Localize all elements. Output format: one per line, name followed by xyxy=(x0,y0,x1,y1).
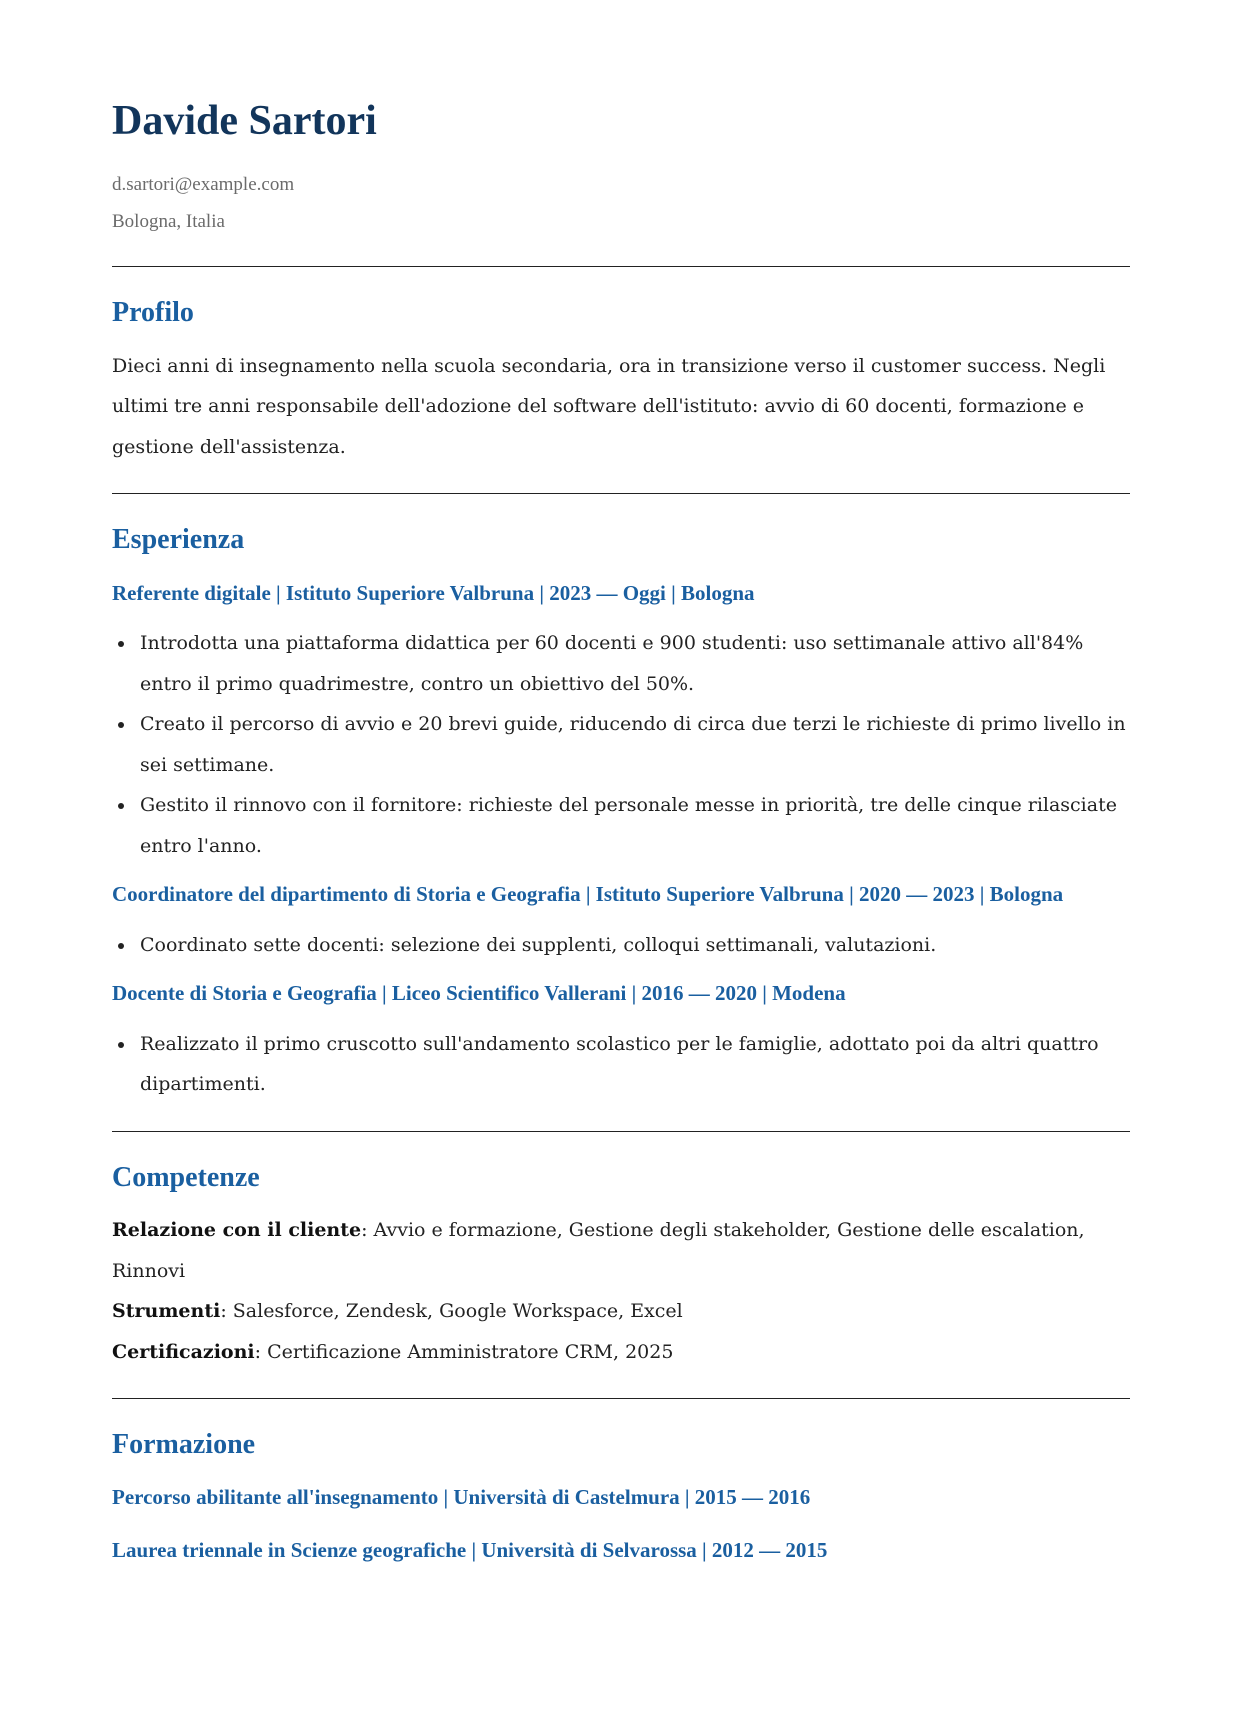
section-title-profile: Profilo xyxy=(112,297,194,329)
job-entry xyxy=(112,973,1130,1105)
skill-label: Relazione con il cliente xyxy=(112,1219,362,1242)
skill-label: Strumenti xyxy=(112,1300,221,1323)
experience-section xyxy=(112,522,1130,1104)
list-item: Coordinato sette docenti: selezione dei supplenti, colloqui settimanali, valutazioni. xyxy=(112,925,1130,966)
education-item: Laurea triennale in Scienze geografiche | Università di Selvarossa | 2012 — 2015 xyxy=(112,1537,828,1562)
list-item: Realizzato il primo cruscotto sull'andamento scolastico per le famiglie, adottato poi da altri quattro dipartimenti. xyxy=(112,1024,1130,1105)
skill-value: : Certificazione Amministratore CRM, 2025 xyxy=(254,1340,674,1363)
job-heading: Docente di Storia e Geografia | Liceo Scientifico Vallerani | 2016 — 2020 | Modena xyxy=(112,981,846,1006)
job-bullets xyxy=(112,925,1130,966)
resume-page xyxy=(112,96,1130,1582)
list-item: Introdotta una piattaforma didattica per 60 docenti e 900 studenti: uso settimanale attivo all'84% entro il primo quadrimestre, contro un obiettivo del 50%. xyxy=(112,623,1130,704)
profile-text: Dieci anni di insegnamento nella scuola secondaria, ora in transizione verso il customer success. Negli ultimi tre anni responsabile dell'adozione del software dell'istituto: avvio di 60 docenti, formazione e gestione dell'assistenza. xyxy=(112,354,1106,458)
profile-section xyxy=(112,295,1130,467)
skill-value: : Avvio e formazione, Gestione degli stakeholder, Gestione delle escalation, Rinnovi xyxy=(112,1219,1085,1282)
education-item: Percorso abilitante all'insegnamento | Università di Castelmura | 2015 — 2016 xyxy=(112,1485,811,1510)
education-section xyxy=(112,1427,1130,1570)
section-divider xyxy=(112,1398,1130,1399)
job-entry xyxy=(112,573,1130,867)
contact-location: Bologna, Italia xyxy=(112,211,225,233)
skill-row xyxy=(112,1210,1130,1291)
section-title-experience: Esperienza xyxy=(112,524,245,556)
skill-row xyxy=(112,1332,1130,1373)
job-heading: Coordinatore del dipartimento di Storia e Geografia | Istituto Superiore Valbruna | 2020 — 2023 | Bologna xyxy=(112,882,1064,907)
section-divider xyxy=(112,1131,1130,1132)
job-heading: Referente digitale | Istituto Superiore Valbruna | 2023 — Oggi | Bologna xyxy=(112,580,755,605)
candidate-name: Davide Sartori xyxy=(112,98,377,144)
skill-row xyxy=(112,1291,1130,1332)
list-item: Creato il percorso di avvio e 20 brevi guide, riducendo di circa due terzi le richieste di primo livello in sei settimane. xyxy=(112,704,1130,785)
section-title-skills: Competenze xyxy=(112,1161,260,1193)
job-bullets xyxy=(112,623,1130,866)
skill-label: Certificazioni xyxy=(112,1340,255,1363)
contact-email: d.sartori@example.com xyxy=(112,174,295,196)
job-bullets xyxy=(112,1024,1130,1105)
skills-section xyxy=(112,1160,1130,1372)
section-divider xyxy=(112,493,1130,494)
section-title-education: Formazione xyxy=(112,1429,256,1461)
list-item: Gestito il rinnovo con il fornitore: richieste del personale messe in priorità, tre delle cinque rilasciate entro l'anno. xyxy=(112,785,1130,866)
job-entry xyxy=(112,874,1130,965)
section-divider xyxy=(112,266,1130,267)
skill-value: : Salesforce, Zendesk, Google Workspace, Excel xyxy=(220,1300,683,1323)
